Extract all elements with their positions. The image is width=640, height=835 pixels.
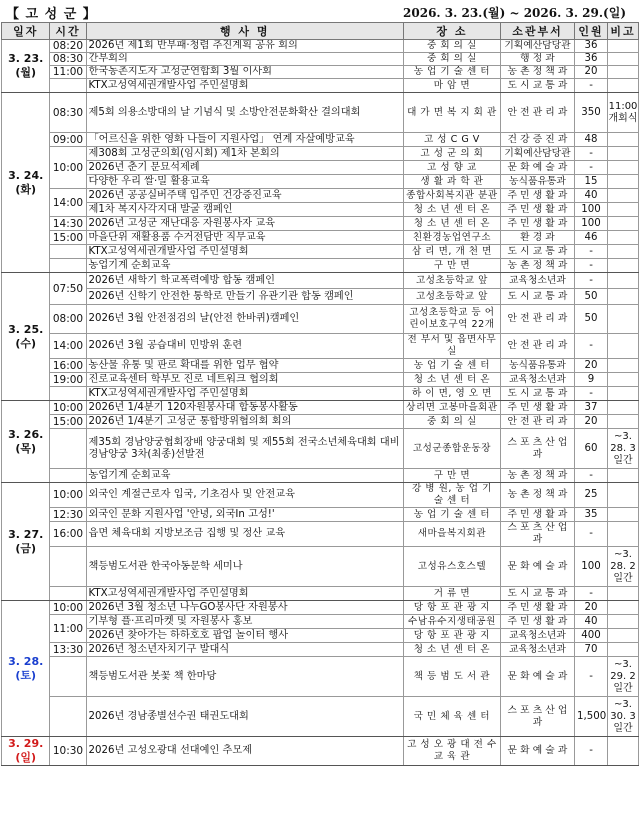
time-cell: [50, 429, 86, 469]
event-cell: 책등범도서관 봇꽃 책 한마당: [86, 657, 403, 697]
place-cell: 청 소 년 센 터 온: [403, 203, 500, 217]
place-cell: 상리면 고봉마을회관: [403, 401, 500, 415]
note-cell: [608, 387, 639, 401]
note-cell: [608, 147, 639, 161]
dept-cell: 교육청소년과: [500, 373, 574, 387]
time-cell: 16:00: [50, 359, 86, 373]
place-cell: 중 회 의 실: [403, 40, 500, 53]
dept-cell: 스 포 츠 산 업 과: [500, 522, 574, 547]
weekday-label: (일): [15, 751, 37, 764]
time-cell: [50, 697, 86, 737]
table-row: [2, 273, 639, 289]
count-cell: -: [575, 657, 608, 697]
count-cell: -: [575, 161, 608, 175]
note-cell: [608, 334, 639, 359]
event-cell: 2026년 청소년자치기구 발대식: [86, 643, 403, 657]
place-cell: 대 가 면 복 지 회 관: [403, 93, 500, 133]
note-cell: [608, 483, 639, 508]
table-row: [2, 547, 639, 587]
dept-cell: 교육청소년과: [500, 273, 574, 289]
table-row: [2, 66, 639, 79]
event-cell: 외국인 계절근로자 입국, 기초검사 및 안전교육: [86, 483, 403, 508]
count-cell: -: [575, 79, 608, 93]
note-cell: [608, 133, 639, 147]
place-cell: 종합사회복지관 분관: [403, 189, 500, 203]
event-cell: 2026년 3월 청소년 나누GO봉사단 자원봉사: [86, 601, 403, 615]
count-cell: -: [575, 147, 608, 161]
table-row: [2, 79, 639, 93]
note-cell: [608, 305, 639, 334]
col-header-event: 행 사 명: [86, 23, 403, 40]
time-cell: 09:00: [50, 133, 86, 147]
event-cell: 2026년 경남종별선수권 태권도대회: [86, 697, 403, 737]
note-cell: [608, 587, 639, 601]
table-row: [2, 305, 639, 334]
count-cell: 100: [575, 217, 608, 231]
note-cell: [608, 189, 639, 203]
date-cell: [2, 273, 50, 401]
table-row: [2, 373, 639, 387]
place-cell: 전 부서 및 읍면사무실: [403, 334, 500, 359]
event-cell: 책등범도서관 한국아동문학 세미나: [86, 547, 403, 587]
event-cell: 한국농촌지도자 고성군연합회 3월 이사회: [86, 66, 403, 79]
time-cell: 08:00: [50, 305, 86, 334]
dept-cell: 농 촌 정 책 과: [500, 259, 574, 273]
note-cell: [608, 643, 639, 657]
col-header-time: 시간: [50, 23, 86, 40]
table-row: [2, 737, 639, 766]
dept-cell: 주 민 생 활 과: [500, 615, 574, 629]
event-cell: 기부형 플·프리마켓 및 자원봉사 홍보: [86, 615, 403, 629]
place-cell: 마 암 면: [403, 79, 500, 93]
table-row: [2, 469, 639, 483]
place-cell: 고성유스호스텔: [403, 547, 500, 587]
place-cell: 고 성 C G V: [403, 133, 500, 147]
note-cell: [608, 259, 639, 273]
time-cell: [50, 259, 86, 273]
count-cell: -: [575, 387, 608, 401]
date-cell: [2, 601, 50, 737]
note-cell: ~3. 28. 3일간: [608, 429, 639, 469]
time-cell: 14:00: [50, 189, 86, 217]
count-cell: 40: [575, 189, 608, 203]
table-row: [2, 483, 639, 508]
weekday-label: (토): [15, 668, 37, 682]
count-cell: 37: [575, 401, 608, 415]
table-row: [2, 401, 639, 415]
table-row: [2, 133, 639, 147]
note-cell: [608, 79, 639, 93]
date-cell: [2, 737, 50, 766]
dept-cell: 농식품유통과: [500, 359, 574, 373]
dept-cell: 농 촌 정 책 과: [500, 66, 574, 79]
weekday-label: (월): [15, 66, 37, 79]
note-cell: [608, 359, 639, 373]
place-cell: 삼 리 면, 개 천 면: [403, 245, 500, 259]
note-cell: 11:00 개회식: [608, 93, 639, 133]
dept-cell: 안 전 관 리 과: [500, 93, 574, 133]
date-label: 3. 23.: [8, 52, 44, 65]
region-title: 【 고 성 군 】: [6, 7, 97, 22]
table-row: [2, 217, 639, 231]
table-row: [2, 629, 639, 643]
event-cell: 농산물 유통 및 판로 확대를 위한 업무 협약: [86, 359, 403, 373]
time-cell: 14:00: [50, 334, 86, 359]
event-cell: 2026년 제1회 반부패·청렴 추진계획 공유 회의: [86, 40, 403, 53]
time-cell: [50, 245, 86, 259]
table-row: [2, 415, 639, 429]
time-cell: [50, 79, 86, 93]
note-cell: [608, 615, 639, 629]
event-cell: KTX고성역세권개발사업 주민설명회: [86, 587, 403, 601]
note-cell: [608, 469, 639, 483]
place-cell: 고 성 향 교: [403, 161, 500, 175]
dept-cell: 안 전 관 리 과: [500, 415, 574, 429]
date-label: 3. 29.: [8, 737, 44, 750]
count-cell: -: [575, 522, 608, 547]
dept-cell: 도 시 교 통 과: [500, 387, 574, 401]
count-cell: 46: [575, 231, 608, 245]
note-cell: [608, 737, 639, 766]
count-cell: 100: [575, 547, 608, 587]
place-cell: 구 만 면: [403, 469, 500, 483]
table-row: [2, 359, 639, 373]
place-cell: 고 성 오 광 대 전 수 교 육 관: [403, 737, 500, 766]
table-row: [2, 429, 639, 469]
dept-cell: 건 강 증 진 과: [500, 133, 574, 147]
table-row: [2, 245, 639, 259]
event-cell: KTX고성역세권개발사업 주민설명회: [86, 387, 403, 401]
dept-cell: 안 전 관 리 과: [500, 305, 574, 334]
time-cell: 19:00: [50, 373, 86, 387]
time-cell: 10:00: [50, 147, 86, 189]
event-cell: 제5회 의용소방대의 날 기념식 및 소방안전문화확산 결의대회: [86, 93, 403, 133]
event-cell: 2026년 3월 공습대비 민방위 훈련: [86, 334, 403, 359]
dept-cell: 문 화 예 술 과: [500, 737, 574, 766]
note-cell: ~3. 30. 3일간: [608, 697, 639, 737]
note-cell: [608, 245, 639, 259]
event-cell: 2026년 찾아가는 하하호호 팝업 놀이터 행사: [86, 629, 403, 643]
note-cell: [608, 40, 639, 53]
dept-cell: 문 화 예 술 과: [500, 657, 574, 697]
place-cell: 수남유수지생태공원: [403, 615, 500, 629]
count-cell: 25: [575, 483, 608, 508]
dept-cell: 기획예산담당관: [500, 147, 574, 161]
place-cell: 구 만 면: [403, 259, 500, 273]
dept-cell: 주 민 생 활 과: [500, 217, 574, 231]
count-cell: 9: [575, 373, 608, 387]
time-cell: 10:30: [50, 737, 86, 766]
event-cell: 제1차 복지사각지대 발굴 캠페인: [86, 203, 403, 217]
table-row: [2, 147, 639, 161]
event-cell: 2026년 공공실버주택 입주민 건강증진교육: [86, 189, 403, 203]
note-cell: [608, 289, 639, 305]
table-row: [2, 53, 639, 66]
event-cell: 마을단위 재활용품 수거전담반 직무교육: [86, 231, 403, 245]
date-cell: [2, 401, 50, 483]
time-cell: 08:30: [50, 53, 86, 66]
dept-cell: 농 촌 정 책 과: [500, 483, 574, 508]
dept-cell: 문 화 예 술 과: [500, 547, 574, 587]
note-cell: [608, 217, 639, 231]
note-cell: [608, 629, 639, 643]
event-cell: 2026년 신학기 안전한 통학로 만들기 유관기관 합동 캠페인: [86, 289, 403, 305]
place-cell: 중 회 의 실: [403, 53, 500, 66]
col-header-dept: 소관부서: [500, 23, 574, 40]
place-cell: 강 병 원, 농 업 기 술 센 터: [403, 483, 500, 508]
period-range: 2026. 3. 23.(월) ~ 2026. 3. 29.(일): [403, 6, 626, 20]
time-cell: 08:30: [50, 93, 86, 133]
dept-cell: 주 민 생 활 과: [500, 601, 574, 615]
note-cell: [608, 401, 639, 415]
note-cell: [608, 273, 639, 289]
place-cell: 고성초등학교 앞: [403, 273, 500, 289]
date-cell: [2, 483, 50, 601]
count-cell: -: [575, 245, 608, 259]
note-cell: [608, 601, 639, 615]
dept-cell: 도 시 교 통 과: [500, 245, 574, 259]
event-cell: KTX고성역세권개발사업 주민설명회: [86, 245, 403, 259]
dept-cell: 기획예산담당관: [500, 40, 574, 53]
place-cell: 친환경농업연구소: [403, 231, 500, 245]
place-cell: 책 등 범 도 서 관: [403, 657, 500, 697]
place-cell: 고성초등학교 등 어린이보호구역 22개: [403, 305, 500, 334]
table-row: [2, 161, 639, 175]
time-cell: 16:00: [50, 522, 86, 547]
date-label: 3. 27.: [8, 527, 44, 541]
table-row: [2, 40, 639, 53]
place-cell: 국 민 체 육 센 터: [403, 697, 500, 737]
table-row: [2, 259, 639, 273]
table-row: [2, 231, 639, 245]
time-cell: 11:00: [50, 615, 86, 643]
count-cell: -: [575, 334, 608, 359]
note-cell: [608, 175, 639, 189]
count-cell: -: [575, 259, 608, 273]
time-cell: [50, 587, 86, 601]
place-cell: 청 소 년 센 터 온: [403, 373, 500, 387]
count-cell: 36: [575, 40, 608, 53]
event-cell: 2026년 1/4분기 고성군 통합방위협의회 회의: [86, 415, 403, 429]
col-header-count: 인원: [575, 23, 608, 40]
time-cell: 10:00: [50, 601, 86, 615]
table-row: [2, 657, 639, 697]
event-cell: 2026년 1/4분기 120자원봉사대 합동봉사활동: [86, 401, 403, 415]
dept-cell: 주 민 생 활 과: [500, 189, 574, 203]
table-row: [2, 587, 639, 601]
col-header-place: 장 소: [403, 23, 500, 40]
table-row: [2, 334, 639, 359]
place-cell: 하 이 면, 영 오 면: [403, 387, 500, 401]
count-cell: 400: [575, 629, 608, 643]
note-cell: ~3. 29. 2일간: [608, 657, 639, 697]
place-cell: 새마을복지회관: [403, 522, 500, 547]
event-cell: 「어르신을 위한 영화 나들이 지원사업」 연계 자살예방교육: [86, 133, 403, 147]
event-cell: 2026년 고성군 재난대응 자원봉사자 교육: [86, 217, 403, 231]
table-row: [2, 189, 639, 203]
time-cell: 14:30: [50, 217, 86, 231]
dept-cell: 교육청소년과: [500, 643, 574, 657]
time-cell: 15:00: [50, 231, 86, 245]
dept-cell: 스 포 츠 산 업 과: [500, 429, 574, 469]
place-cell: 청 소 년 센 터 온: [403, 643, 500, 657]
event-cell: 진로교육센터 학부모 진로 네트워크 협의회: [86, 373, 403, 387]
table-row: [2, 615, 639, 629]
dept-cell: 농식품유통과: [500, 175, 574, 189]
schedule-table: [1, 22, 639, 766]
place-cell: 농 업 기 술 센 터: [403, 359, 500, 373]
time-cell: 13:30: [50, 643, 86, 657]
note-cell: [608, 522, 639, 547]
note-cell: [608, 161, 639, 175]
weekday-label: (목): [15, 441, 37, 455]
place-cell: 중 회 의 실: [403, 415, 500, 429]
count-cell: 48: [575, 133, 608, 147]
event-cell: 다양한 우리 쌀·밀 활용교육: [86, 175, 403, 189]
place-cell: 당 항 포 관 광 지: [403, 601, 500, 615]
event-cell: 농업기계 순회교육: [86, 469, 403, 483]
weekday-label: (화): [15, 182, 37, 196]
place-cell: 농 업 기 술 센 터: [403, 66, 500, 79]
time-cell: 10:00: [50, 401, 86, 415]
note-cell: [608, 508, 639, 522]
place-cell: 고성군종합운동장: [403, 429, 500, 469]
count-cell: 36: [575, 53, 608, 66]
table-row: [2, 508, 639, 522]
note-cell: [608, 373, 639, 387]
count-cell: 50: [575, 289, 608, 305]
count-cell: 50: [575, 305, 608, 334]
note-cell: [608, 231, 639, 245]
dept-cell: 환 경 과: [500, 231, 574, 245]
event-cell: 제35회 경남양궁협회장배 양궁대회 및 제55회 전국소년체육대회 대비 경남양궁 3차(최종)선발전: [86, 429, 403, 469]
event-cell: 농업기계 순회교육: [86, 259, 403, 273]
time-cell: [50, 547, 86, 587]
dept-cell: 스 포 츠 산 업 과: [500, 697, 574, 737]
date-label: 3. 24.: [8, 168, 44, 182]
time-cell: 15:00: [50, 415, 86, 429]
count-cell: 35: [575, 508, 608, 522]
count-cell: 100: [575, 203, 608, 217]
time-cell: [50, 387, 86, 401]
date-cell: [2, 93, 50, 273]
time-cell: 08:20: [50, 40, 86, 53]
table-row: [2, 522, 639, 547]
weekday-label: (금): [15, 541, 37, 555]
table-row: [2, 601, 639, 615]
time-cell: [50, 657, 86, 697]
count-cell: 350: [575, 93, 608, 133]
dept-cell: 문 화 예 술 과: [500, 161, 574, 175]
table-row: [2, 697, 639, 737]
note-cell: [608, 66, 639, 79]
count-cell: 20: [575, 359, 608, 373]
schedule-body: [2, 40, 639, 766]
place-cell: 농 업 기 술 센 터: [403, 508, 500, 522]
date-label: 3. 25.: [8, 322, 44, 336]
count-cell: 40: [575, 615, 608, 629]
place-cell: 청 소 년 센 터 온: [403, 217, 500, 231]
place-cell: 고성초등학교 앞: [403, 289, 500, 305]
time-cell: 07:50: [50, 273, 86, 305]
table-header-row: [2, 23, 639, 40]
dept-cell: 도 시 교 통 과: [500, 79, 574, 93]
place-cell: 생 활 과 학 관: [403, 175, 500, 189]
col-header-date: 일자: [2, 23, 50, 40]
count-cell: 1,500: [575, 697, 608, 737]
table-row: [2, 643, 639, 657]
document-header: [0, 0, 640, 22]
time-cell: 12:30: [50, 508, 86, 522]
event-cell: 간부회의: [86, 53, 403, 66]
place-cell: 거 류 면: [403, 587, 500, 601]
count-cell: -: [575, 273, 608, 289]
date-label: 3. 26.: [8, 427, 44, 441]
table-row: [2, 203, 639, 217]
event-cell: 2026년 3월 안전점검의 날(안전 한바퀴)캠페인: [86, 305, 403, 334]
count-cell: -: [575, 737, 608, 766]
count-cell: 70: [575, 643, 608, 657]
event-cell: 제308회 고성군의회(임시회) 제1차 본회의: [86, 147, 403, 161]
event-cell: 2026년 춘기 문묘석제례: [86, 161, 403, 175]
count-cell: -: [575, 469, 608, 483]
event-cell: 2026년 새학기 학교폭력예방 합동 캠페인: [86, 273, 403, 289]
count-cell: 20: [575, 415, 608, 429]
dept-cell: 주 민 생 활 과: [500, 401, 574, 415]
count-cell: 20: [575, 66, 608, 79]
count-cell: 20: [575, 601, 608, 615]
dept-cell: 도 시 교 통 과: [500, 587, 574, 601]
note-cell: [608, 415, 639, 429]
note-cell: [608, 53, 639, 66]
time-cell: 10:00: [50, 483, 86, 508]
time-cell: 11:00: [50, 66, 86, 79]
dept-cell: 농 촌 정 책 과: [500, 469, 574, 483]
event-cell: 읍면 체육대회 지방보조금 집행 및 정산 교육: [86, 522, 403, 547]
weekday-label: (수): [15, 336, 37, 350]
dept-cell: 도 시 교 통 과: [500, 289, 574, 305]
dept-cell: 주 민 생 활 과: [500, 203, 574, 217]
time-cell: [50, 469, 86, 483]
table-row: [2, 289, 639, 305]
dept-cell: 교육청소년과: [500, 629, 574, 643]
table-row: [2, 387, 639, 401]
date-cell: [2, 40, 50, 93]
dept-cell: 안 전 관 리 과: [500, 334, 574, 359]
event-cell: 외국인 문화 지원사업 '안녕, 외국In 고성!': [86, 508, 403, 522]
count-cell: -: [575, 587, 608, 601]
note-cell: [608, 203, 639, 217]
count-cell: 15: [575, 175, 608, 189]
col-header-note: 비고: [608, 23, 639, 40]
dept-cell: 주 민 생 활 과: [500, 508, 574, 522]
table-row: [2, 93, 639, 133]
note-cell: ~3. 28. 2일간: [608, 547, 639, 587]
place-cell: 당 항 포 관 광 지: [403, 629, 500, 643]
dept-cell: 행 정 과: [500, 53, 574, 66]
place-cell: 고 성 군 의 회: [403, 147, 500, 161]
date-label: 3. 28.: [8, 654, 44, 668]
count-cell: 60: [575, 429, 608, 469]
event-cell: KTX고성역세권개발사업 주민설명회: [86, 79, 403, 93]
table-row: [2, 175, 639, 189]
event-cell: 2026년 고성오광대 선대예인 추모제: [86, 737, 403, 766]
